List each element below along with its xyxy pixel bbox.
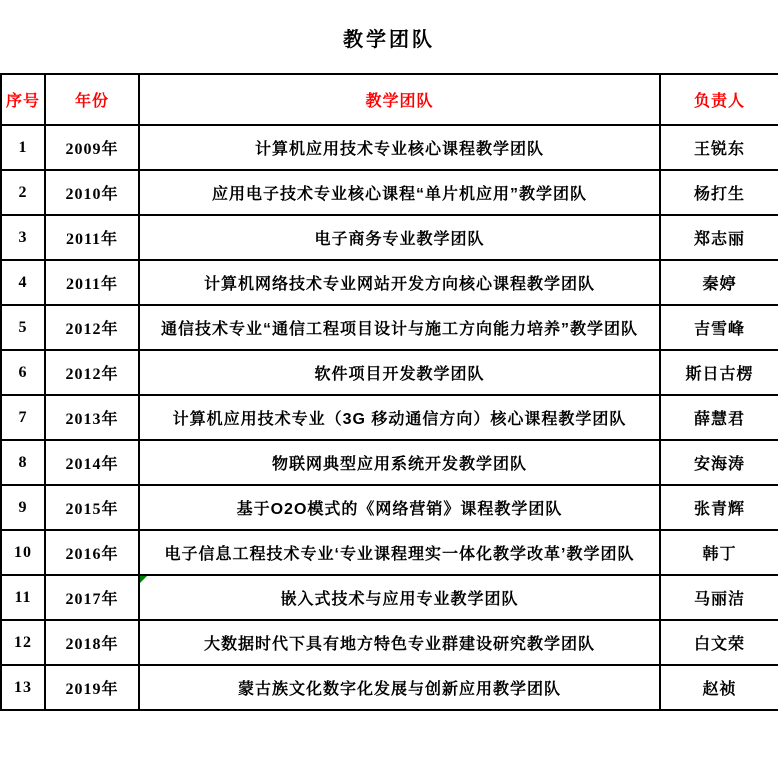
table-row (1, 620, 778, 665)
cell-team: 物联网典型应用系统开发教学团队 (139, 440, 660, 485)
cell-year: 2017年 (45, 575, 139, 620)
cell-no: 8 (1, 440, 45, 485)
table-row (1, 530, 778, 575)
cell-year: 2013年 (45, 395, 139, 440)
cell-year: 2014年 (45, 440, 139, 485)
cell-year: 2011年 (45, 260, 139, 305)
cell-leader: 安海涛 (660, 440, 778, 485)
cell-year: 2019年 (45, 665, 139, 710)
cell-team: 电子商务专业教学团队 (139, 215, 660, 260)
table-row (1, 215, 778, 260)
cell-no: 13 (1, 665, 45, 710)
cell-team-text: 嵌入式技术与应用专业教学团队 (280, 591, 519, 608)
cell-year: 2011年 (45, 215, 139, 260)
table-row (1, 665, 778, 710)
table-row (1, 575, 778, 620)
cell-team: 应用电子技术专业核心课程“单片机应用”教学团队 (139, 170, 660, 215)
cell-year: 2012年 (45, 350, 139, 395)
cell-year: 2015年 (45, 485, 139, 530)
cell-no: 2 (1, 170, 45, 215)
cell-team: 蒙古族文化数字化发展与创新应用教学团队 (139, 665, 660, 710)
table-row (1, 395, 778, 440)
cell-team: 电子信息工程技术专业‘专业课程理实一体化教学改革’教学团队 (139, 530, 660, 575)
cell-team (139, 575, 660, 620)
cell-leader: 韩丁 (660, 530, 778, 575)
cell-leader: 马丽洁 (660, 575, 778, 620)
table-row (1, 350, 778, 395)
table-row (1, 305, 778, 350)
cell-no: 1 (1, 125, 45, 170)
cell-leader: 张青辉 (660, 485, 778, 530)
cell-leader: 赵祯 (660, 665, 778, 710)
table-row (1, 440, 778, 485)
cell-leader: 白文荣 (660, 620, 778, 665)
cell-team: 计算机网络技术专业网站开发方向核心课程教学团队 (139, 260, 660, 305)
cell-no: 12 (1, 620, 45, 665)
cell-year: 2012年 (45, 305, 139, 350)
cell-leader: 郑志丽 (660, 215, 778, 260)
cell-team: 通信技术专业“通信工程项目设计与施工方向能力培养”教学团队 (139, 305, 660, 350)
title-bar (0, 0, 778, 73)
teams-table (0, 73, 778, 711)
cell-no: 10 (1, 530, 45, 575)
cell-year: 2009年 (45, 125, 139, 170)
cell-leader: 秦婷 (660, 260, 778, 305)
cell-no: 11 (1, 575, 45, 620)
table-row (1, 260, 778, 305)
cell-leader: 吉雪峰 (660, 305, 778, 350)
cell-no: 6 (1, 350, 45, 395)
cell-no: 4 (1, 260, 45, 305)
cell-no: 3 (1, 215, 45, 260)
cell-team: 大数据时代下具有地方特色专业群建设研究教学团队 (139, 620, 660, 665)
cell-leader: 薛慧君 (660, 395, 778, 440)
cell-team: 软件项目开发教学团队 (139, 350, 660, 395)
header-team: 教学团队 (139, 74, 660, 125)
table-row (1, 170, 778, 215)
cell-leader: 杨打生 (660, 170, 778, 215)
cell-no: 9 (1, 485, 45, 530)
header-leader: 负责人 (660, 74, 778, 125)
cell-team: 计算机应用技术专业核心课程教学团队 (139, 125, 660, 170)
cell-leader: 王锐东 (660, 125, 778, 170)
page-title: 教学团队 (343, 29, 435, 51)
cell-no: 5 (1, 305, 45, 350)
cell-leader: 斯日古楞 (660, 350, 778, 395)
table-header-row (1, 74, 778, 125)
table-row (1, 125, 778, 170)
cell-year: 2018年 (45, 620, 139, 665)
cell-team: 计算机应用技术专业（3G 移动通信方向）核心课程教学团队 (139, 395, 660, 440)
cell-team: 基于O2O模式的《网络营销》课程教学团队 (139, 485, 660, 530)
header-year: 年份 (45, 74, 139, 125)
header-no: 序号 (1, 74, 45, 125)
cell-comment-indicator-icon (140, 576, 147, 583)
cell-no: 7 (1, 395, 45, 440)
table-row (1, 485, 778, 530)
cell-year: 2010年 (45, 170, 139, 215)
cell-year: 2016年 (45, 530, 139, 575)
